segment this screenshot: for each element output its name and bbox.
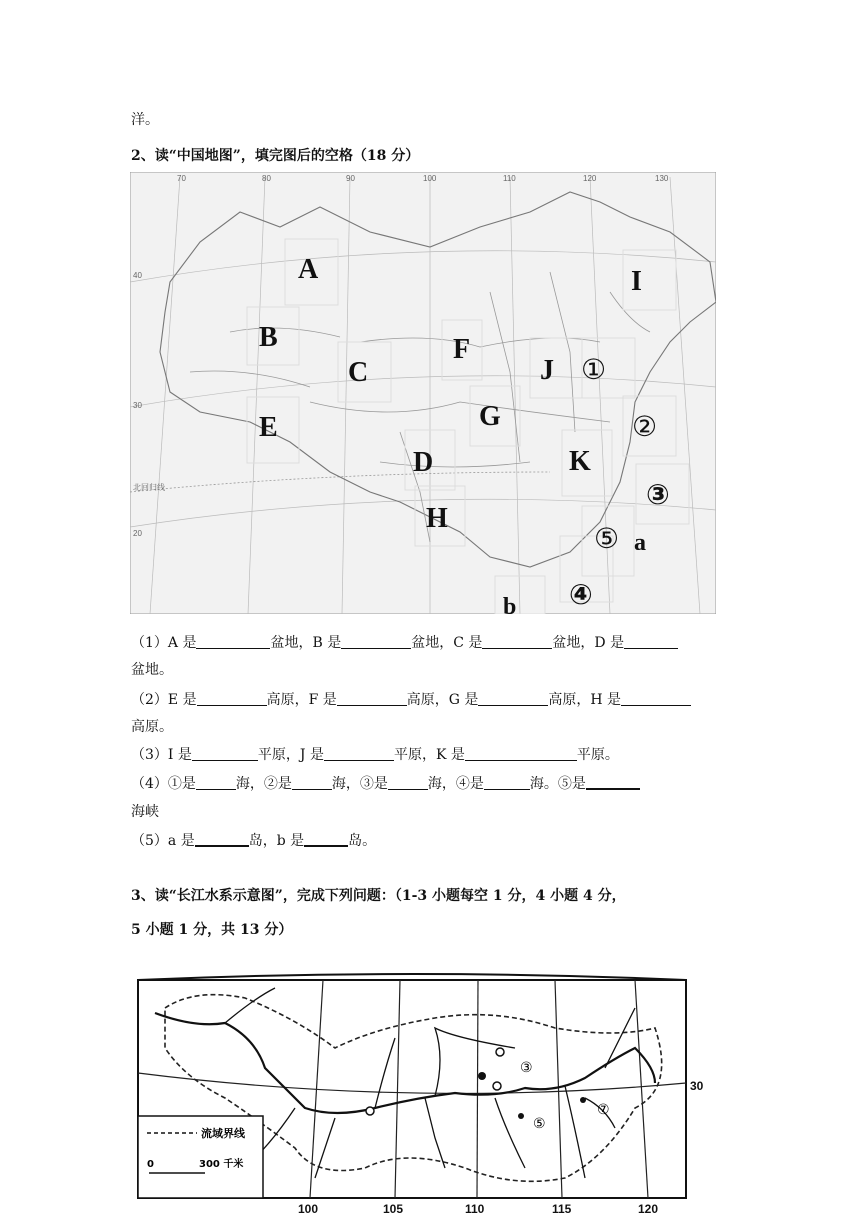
q3-title-line-1: 3、读“长江水系示意图”，完成下列问题：（1-3 小题每空 1 分，4 小题 4 分， [131,888,626,904]
q2-line-3-text-a: （3）I 是 [131,747,192,763]
blank-plateau-h[interactable] [621,691,691,706]
blank-sea-1[interactable] [196,775,236,790]
q2-line-3-text-d: 平原。 [576,747,619,763]
map-label-i: I [631,266,642,297]
yangtze-map [135,968,715,1216]
q2-line-1-text-d: 盆地，D 是 [552,635,625,651]
q2-line-4-text-a: （4）①是 [131,776,196,792]
q2-line-2 [131,690,691,710]
map-label-j: J [540,355,554,386]
q2-line-2-text-d: 高原，H 是 [548,692,622,708]
lon-tick-130: 130 [655,174,669,183]
lat-tick-30: 30 [133,401,142,410]
map-label-sea-1: ① [581,353,607,386]
q2-line-3-text-b: 平原，J 是 [257,747,324,763]
map-label-g: G [479,401,501,432]
q2-line-1-text-b: 盆地，B 是 [270,635,342,651]
q2-line-2-cont: 高原。 [131,719,173,735]
map-label-sea-4: ④ [569,578,593,611]
map-label-sea-3: ③ [646,478,670,511]
map-label-island-b: b [503,594,517,614]
map-label-a: A [298,254,319,285]
lon-tick-110: 110 [503,174,516,183]
map-label-k: K [569,446,591,477]
blank-basin-b[interactable] [341,634,411,649]
map-label-f: F [453,334,471,365]
lat-tick-20: 20 [133,529,142,538]
map-label-island-a: a [634,530,646,556]
q2-line-3 [131,745,619,765]
map-label-c: C [348,357,369,388]
q2-line-2-text-c: 高原，G 是 [406,692,479,708]
q2-line-5-text-a: （5）a 是 [131,833,195,849]
lon-tick-80: 80 [262,174,271,183]
q2-line-2-text-b: 高原，F 是 [266,692,337,708]
q2-line-5 [131,831,376,851]
blank-island-b[interactable] [304,831,348,847]
blank-basin-c[interactable] [482,634,552,649]
mark-5: ⑤ [533,1116,546,1132]
blank-plateau-e[interactable] [197,691,267,706]
tropic-label: 北回归线 [133,483,165,492]
legend-basin-boundary: 流域界线 [201,1127,245,1140]
q2-line-1-text-a: （1）A 是 [131,635,197,651]
lon-tick-90: 90 [346,174,355,183]
blank-basin-a[interactable] [196,634,270,649]
lat-tick-30: 30 [690,1079,704,1093]
lon-tick-110: 110 [465,1202,485,1216]
blank-basin-d[interactable] [624,634,678,649]
scale-label: 300 千米 [199,1159,244,1170]
q2-line-5-text-c: 岛。 [348,833,377,849]
q2-line-4-text-c: 海，③是 [331,776,388,792]
q2-line-4-text-d: 海，④是 [427,776,484,792]
lon-tick-120: 120 [638,1202,659,1216]
lat-tick-40: 40 [133,271,142,280]
map-label-strait-5: ⑤ [594,522,620,555]
blank-plain-k[interactable] [465,746,577,761]
q2-title: 2、读“中国地图”，填完图后的空格（18 分） [131,148,420,164]
blank-plain-i[interactable] [192,746,258,761]
q2-line-1-text-c: 盆地，C 是 [411,635,483,651]
lon-tick-100: 100 [423,174,437,183]
blank-sea-2[interactable] [292,775,332,790]
mark-3: ③ [520,1060,533,1076]
q2-line-2-text-a: （2）E 是 [131,692,197,708]
q2-line-1-cont: 盆地。 [131,662,173,678]
lon-tick-105: 105 [383,1202,404,1216]
q2-line-3-text-c: 平原，K 是 [393,747,465,763]
blank-sea-4[interactable] [484,775,530,790]
q2-line-4-cont: 海峡 [131,804,159,820]
mark-7: ⑦ [597,1102,610,1118]
map-label-h: H [426,503,448,534]
q2-line-5-text-b: 岛，b 是 [248,833,305,849]
blank-sea-3[interactable] [388,775,428,790]
lon-tick-100: 100 [298,1202,319,1216]
blank-plateau-g[interactable] [478,691,548,706]
map-label-e: E [259,412,278,443]
lon-tick-120: 120 [583,174,597,183]
blank-plain-j[interactable] [324,746,394,761]
q3-title-line-2: 5 小题 1 分，共 13 分） [131,922,293,938]
lon-tick-70: 70 [177,174,186,183]
china-map [130,172,716,614]
q2-line-4-text-e: 海。⑤是 [529,776,586,792]
q2-line-4-text-b: 海，②是 [235,776,292,792]
scale-zero: 0 [147,1159,154,1170]
map-label-b: B [259,322,278,353]
blank-plateau-f[interactable] [337,691,407,706]
blank-strait-5[interactable] [586,774,640,790]
map-label-sea-2: ② [632,410,658,443]
q2-line-1 [131,633,678,653]
previous-answer-tail: 洋。 [131,112,159,128]
lon-tick-115: 115 [552,1202,572,1216]
q2-line-4 [131,774,640,794]
blank-island-a[interactable] [195,831,249,847]
map-label-d: D [413,447,434,478]
